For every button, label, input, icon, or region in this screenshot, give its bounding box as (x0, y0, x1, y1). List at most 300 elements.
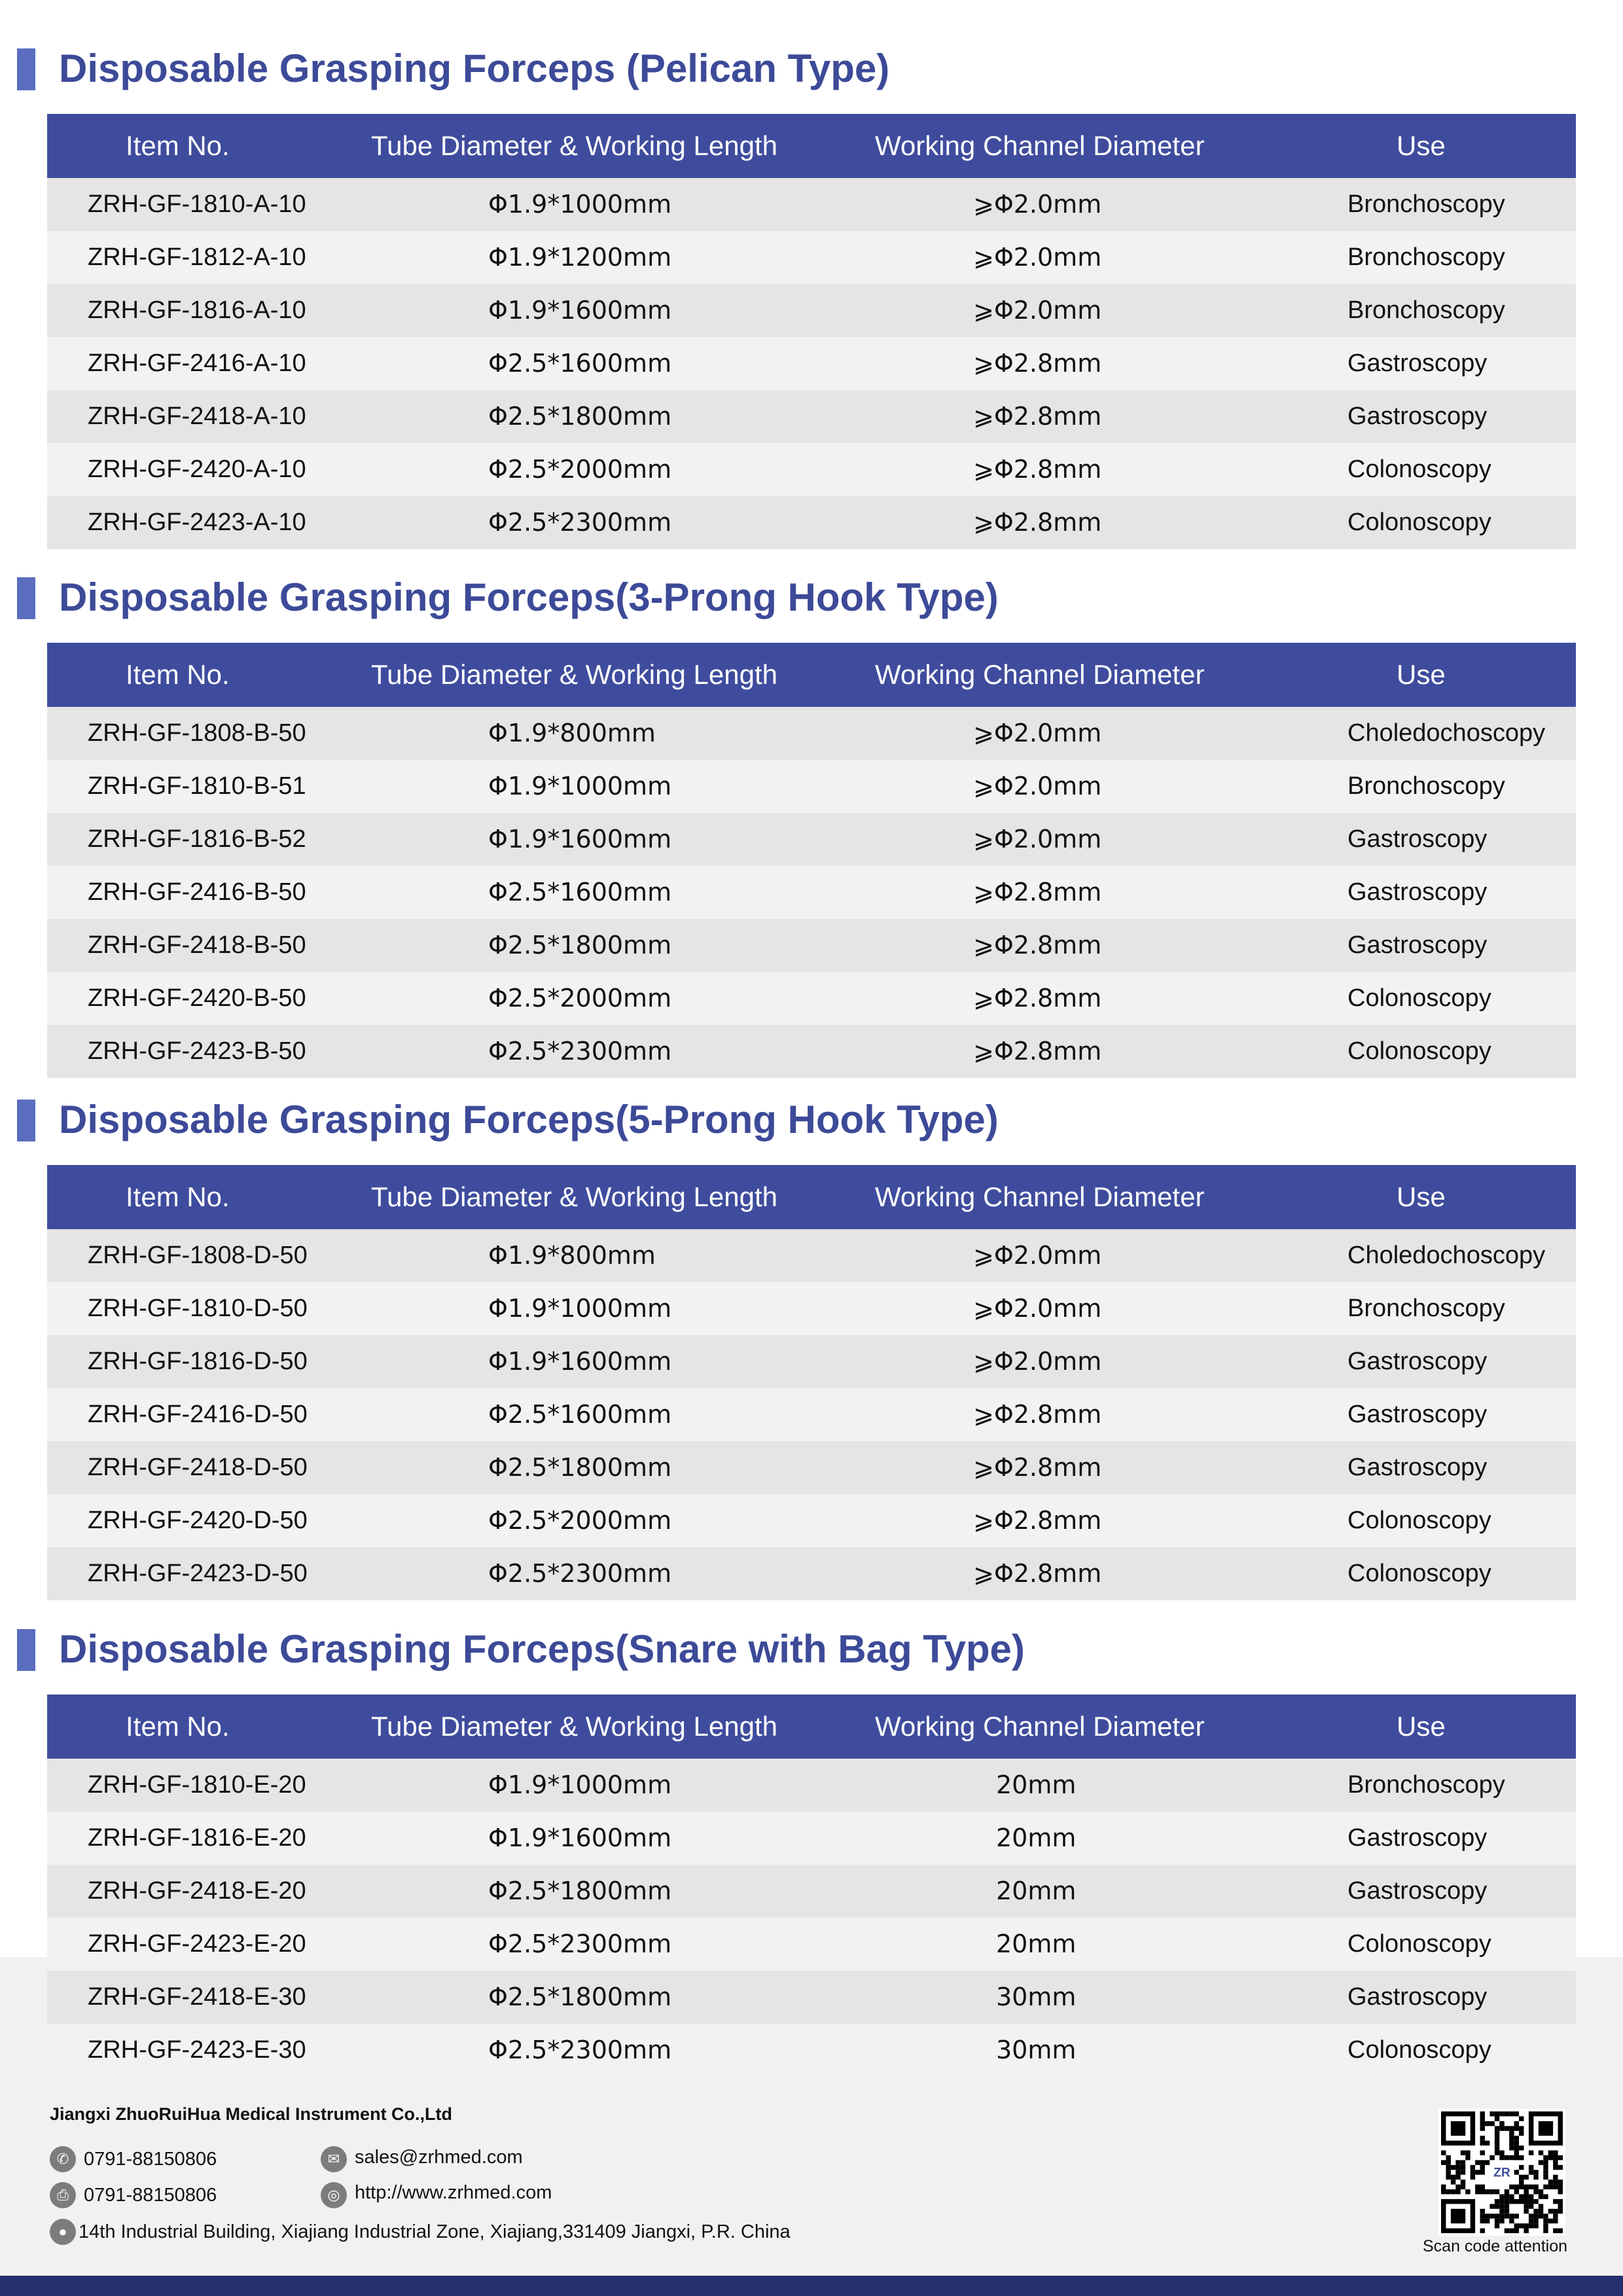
cell-use: Gastroscopy (1347, 878, 1488, 906)
qr-module (1514, 2214, 1519, 2218)
cell-channel-diameter: ⩾Φ2.8mm (973, 508, 1102, 537)
qr-module (1455, 2189, 1460, 2194)
header-item-no: Item No. (126, 130, 230, 161)
section-title: Disposable Grasping Forceps(5-Prong Hook Type) (59, 1098, 999, 1141)
cell-channel-diameter: ⩾Φ2.0mm (973, 719, 1102, 747)
section-title: Disposable Grasping Forceps(3-Prong Hook Type) (59, 575, 999, 619)
qr-module (1558, 2229, 1563, 2233)
qr-module (1495, 2151, 1499, 2155)
table-row (47, 1025, 1576, 1078)
cell-channel-diameter: ⩾Φ2.8mm (973, 1559, 1102, 1588)
table-row (47, 919, 1576, 972)
qr-module (1485, 2214, 1489, 2218)
cell-channel-diameter: ⩾Φ2.0mm (973, 1294, 1102, 1323)
product-table (47, 1165, 1576, 1600)
qr-module (1475, 2170, 1480, 2174)
cell-channel-diameter: 20mm (996, 1876, 1077, 1905)
cell-use: Gastroscopy (1347, 1877, 1488, 1905)
qr-module (1480, 2151, 1485, 2155)
cell-item-no: ZRH-GF-1810-B-51 (88, 772, 306, 800)
cell-tube-diameter: Φ1.9*800mm (488, 1241, 656, 1270)
qr-module (1509, 2111, 1514, 2116)
cell-tube-diameter: Φ2.5*2300mm (488, 1929, 672, 1958)
qr-module (1455, 2160, 1460, 2164)
qr-module (1529, 2223, 1533, 2228)
cell-channel-diameter: 20mm (996, 1770, 1077, 1799)
cell-channel-diameter: ⩾Φ2.8mm (973, 878, 1102, 906)
qr-module (1495, 2111, 1499, 2116)
qr-module (1505, 2214, 1509, 2218)
qr-module (1509, 2185, 1514, 2189)
cell-channel-diameter: ⩾Φ2.8mm (973, 402, 1102, 431)
cell-tube-diameter: Φ2.5*2300mm (488, 1037, 672, 1066)
cell-use: Gastroscopy (1347, 1454, 1488, 1481)
qr-module (1446, 2170, 1450, 2174)
qr-module (1505, 2209, 1509, 2214)
cell-item-no: ZRH-GF-2418-E-30 (88, 1983, 306, 2011)
qr-module (1524, 2209, 1528, 2214)
qr-module (1529, 2151, 1533, 2155)
qr-module (1495, 2145, 1499, 2150)
qr-module (1509, 2214, 1514, 2218)
qr-module (1465, 2155, 1470, 2160)
qr-module (1441, 2185, 1446, 2189)
qr-module (1480, 2116, 1485, 2121)
email-link[interactable]: sales@zrhmed.com (355, 2147, 523, 2168)
cell-item-no: ZRH-GF-1816-B-52 (88, 825, 306, 853)
cell-use: Gastroscopy (1347, 1401, 1488, 1428)
qr-module (1543, 2175, 1548, 2179)
table-row (47, 1441, 1576, 1494)
qr-code-pattern (1441, 2111, 1563, 2233)
cell-use: Gastroscopy (1347, 1824, 1488, 1852)
cell-tube-diameter: Φ2.5*1800mm (488, 1982, 672, 2011)
qr-module (1495, 2223, 1499, 2228)
qr-module (1451, 2179, 1455, 2184)
company-address: 14th Industrial Building, Xiajiang Industrial Zone, Xiajiang,331409 Jiangxi, P.R. China (79, 2221, 791, 2242)
cell-use: Bronchoscopy (1347, 243, 1505, 271)
qr-module (1495, 2199, 1499, 2204)
table-row (47, 1759, 1576, 1812)
section-heading (0, 1626, 1623, 1672)
cell-tube-diameter: Φ2.5*2000mm (488, 984, 672, 1013)
qr-module (1485, 2219, 1489, 2223)
header-use: Use (1397, 1181, 1446, 1212)
cell-use: Colonoscopy (1347, 1930, 1491, 1958)
header-channel-diameter: Working Channel Diameter (875, 1711, 1205, 1742)
cell-use: Colonoscopy (1347, 2036, 1491, 2064)
qr-module (1514, 2223, 1519, 2228)
section-title: Disposable Grasping Forceps(Snare with Bag Type) (59, 1627, 1025, 1671)
qr-module (1505, 2126, 1509, 2130)
qr-module (1539, 2204, 1543, 2208)
header-tube-diameter: Tube Diameter & Working Length (371, 130, 777, 161)
cell-channel-diameter: ⩾Φ2.0mm (973, 772, 1102, 800)
qr-finder (1451, 2121, 1465, 2136)
qr-module (1543, 2219, 1548, 2223)
qr-module (1505, 2189, 1509, 2194)
cell-tube-diameter: Φ2.5*2300mm (488, 508, 672, 537)
qr-module (1519, 2185, 1524, 2189)
qr-module (1509, 2194, 1514, 2198)
qr-module (1553, 2155, 1558, 2160)
qr-module (1495, 2116, 1499, 2121)
qr-module (1475, 2185, 1480, 2189)
qr-module (1455, 2175, 1460, 2179)
qr-module (1480, 2219, 1485, 2223)
qr-module (1485, 2141, 1489, 2145)
section-marker (17, 48, 35, 90)
table-header (47, 114, 1576, 178)
cell-use: Gastroscopy (1347, 1348, 1488, 1375)
table-row (47, 1494, 1576, 1547)
header-tube-diameter: Tube Diameter & Working Length (371, 659, 777, 690)
qr-module (1499, 2214, 1504, 2218)
qr-module (1519, 2199, 1524, 2204)
phone-number: 0791-88150806 (84, 2149, 217, 2170)
cell-tube-diameter: Φ2.5*1600mm (488, 878, 672, 906)
qr-module (1533, 2219, 1538, 2223)
qr-module (1505, 2111, 1509, 2116)
qr-module (1533, 2199, 1538, 2204)
cell-tube-diameter: Φ2.5*1800mm (488, 402, 672, 431)
qr-module (1446, 2160, 1450, 2164)
qr-module (1499, 2219, 1504, 2223)
cell-use: Gastroscopy (1347, 403, 1488, 430)
qr-module (1495, 2214, 1499, 2218)
cell-use: Bronchoscopy (1347, 1295, 1505, 1322)
product-table (47, 114, 1576, 549)
qr-module (1553, 2229, 1558, 2233)
qr-module (1529, 2194, 1533, 2198)
cell-channel-diameter: 30mm (996, 1982, 1077, 2011)
table-header (47, 1165, 1576, 1229)
qr-module (1558, 2185, 1563, 2189)
qr-module (1524, 2175, 1528, 2179)
cell-channel-diameter: ⩾Φ2.8mm (973, 455, 1102, 484)
qr-module (1553, 2214, 1558, 2218)
qr-module (1495, 2131, 1499, 2136)
qr-module (1514, 2126, 1519, 2130)
qr-module (1505, 2199, 1509, 2204)
qr-module (1514, 2189, 1519, 2194)
cell-tube-diameter: Φ1.9*1000mm (488, 1770, 672, 1799)
qr-module (1461, 2151, 1465, 2155)
qr-module (1553, 2165, 1558, 2170)
qr-module (1465, 2189, 1470, 2194)
qr-module (1509, 2145, 1514, 2150)
header-tube-diameter: Tube Diameter & Working Length (371, 1181, 777, 1212)
cell-tube-diameter: Φ2.5*2300mm (488, 2036, 672, 2064)
qr-module (1505, 2204, 1509, 2208)
qr-module (1519, 2126, 1524, 2130)
cell-item-no: ZRH-GF-2423-E-30 (88, 2036, 306, 2064)
qr-module (1519, 2155, 1524, 2160)
qr-module (1509, 2229, 1514, 2233)
qr-module (1499, 2126, 1504, 2130)
qr-module (1441, 2160, 1446, 2164)
fax-number: 0791-88150806 (84, 2185, 217, 2206)
cell-channel-diameter: ⩾Φ2.8mm (973, 1506, 1102, 1535)
header-channel-diameter: Working Channel Diameter (875, 1181, 1205, 1212)
cell-use: Colonoscopy (1347, 984, 1491, 1012)
cell-use: Bronchoscopy (1347, 296, 1505, 324)
table-row (47, 1547, 1576, 1600)
qr-module (1495, 2189, 1499, 2194)
qr-module (1514, 2141, 1519, 2145)
cell-use: Colonoscopy (1347, 456, 1491, 483)
qr-module (1495, 2219, 1499, 2223)
cell-item-no: ZRH-GF-1816-A-10 (88, 296, 306, 324)
email-icon: ✉ (321, 2146, 347, 2172)
qr-module (1505, 2155, 1509, 2160)
qr-module (1499, 2155, 1504, 2160)
qr-module (1489, 2155, 1494, 2160)
cell-tube-diameter: Φ2.5*1600mm (488, 1400, 672, 1429)
qr-module (1505, 2194, 1509, 2198)
qr-module (1489, 2189, 1494, 2194)
qr-module (1553, 2160, 1558, 2164)
table-row (47, 496, 1576, 549)
qr-module (1558, 2189, 1563, 2194)
cell-item-no: ZRH-GF-2418-A-10 (88, 403, 306, 430)
section-marker (17, 1629, 35, 1671)
qr-module (1461, 2170, 1465, 2174)
qr-module (1548, 2209, 1553, 2214)
qr-module (1558, 2204, 1563, 2208)
section-marker (17, 1100, 35, 1141)
qr-module (1553, 2151, 1558, 2155)
cell-channel-diameter: ⩾Φ2.8mm (973, 931, 1102, 960)
cell-item-no: ZRH-GF-2420-A-10 (88, 456, 306, 483)
qr-module (1543, 2229, 1548, 2233)
qr-module (1489, 2121, 1494, 2126)
cell-item-no: ZRH-GF-1808-B-50 (88, 719, 306, 747)
qr-finder (1451, 2209, 1465, 2223)
table-row (47, 1282, 1576, 1335)
cell-channel-diameter: 30mm (996, 2036, 1077, 2064)
header-item-no: Item No. (126, 1711, 230, 1742)
cell-item-no: ZRH-GF-1812-A-10 (88, 243, 306, 271)
qr-module (1519, 2116, 1524, 2121)
table-row (47, 760, 1576, 813)
qr-module (1446, 2155, 1450, 2160)
qr-module (1519, 2175, 1524, 2179)
cell-tube-diameter: Φ1.9*800mm (488, 719, 656, 747)
qr-module (1533, 2223, 1538, 2228)
qr-module (1480, 2126, 1485, 2130)
cell-item-no: ZRH-GF-2418-B-50 (88, 931, 306, 959)
qr-module (1471, 2175, 1475, 2179)
cell-channel-diameter: ⩾Φ2.0mm (973, 190, 1102, 219)
table-row (47, 178, 1576, 231)
qr-module (1446, 2165, 1450, 2170)
section-heading (0, 46, 1623, 92)
qr-module (1514, 2185, 1519, 2189)
qr-module (1539, 2189, 1543, 2194)
qr-module (1499, 2209, 1504, 2214)
qr-module (1446, 2189, 1450, 2194)
qr-module (1514, 2229, 1519, 2233)
table-row (47, 866, 1576, 919)
qr-caption: Scan code attention (1423, 2237, 1567, 2255)
section-title: Disposable Grasping Forceps (Pelican Type) (59, 46, 890, 90)
cell-item-no: ZRH-GF-1808-D-50 (88, 1242, 308, 1269)
qr-module (1514, 2136, 1519, 2140)
cell-tube-diameter: Φ1.9*1600mm (488, 296, 672, 325)
table-row (47, 1335, 1576, 1388)
qr-module (1524, 2199, 1528, 2204)
company-name: Jiangxi ZhuoRuiHua Medical Instrument Co.,Ltd (50, 2104, 453, 2124)
cell-item-no: ZRH-GF-2423-D-50 (88, 1560, 308, 1587)
section-heading (0, 1097, 1623, 1143)
qr-module (1539, 2214, 1543, 2218)
cell-item-no: ZRH-GF-2420-B-50 (88, 984, 306, 1012)
qr-module (1553, 2179, 1558, 2184)
table-row (47, 1812, 1576, 1865)
qr-module (1509, 2136, 1514, 2140)
qr-module (1543, 2165, 1548, 2170)
qr-module (1529, 2170, 1533, 2174)
product-table (47, 643, 1576, 1078)
qr-module (1548, 2151, 1553, 2155)
qr-module (1548, 2219, 1553, 2223)
qr-module (1465, 2151, 1470, 2155)
qr-module (1489, 2204, 1494, 2208)
bottom-bar (0, 2276, 1623, 2296)
qr-module (1514, 2155, 1519, 2160)
cell-tube-diameter: Φ1.9*1000mm (488, 772, 672, 800)
cell-tube-diameter: Φ1.9*1600mm (488, 1823, 672, 1852)
qr-module (1514, 2121, 1519, 2126)
cell-use: Bronchoscopy (1347, 772, 1505, 800)
qr-module (1558, 2155, 1563, 2160)
qr-module (1455, 2185, 1460, 2189)
qr-module (1480, 2111, 1485, 2116)
qr-module (1499, 2199, 1504, 2204)
qr-module (1471, 2170, 1475, 2174)
qr-module (1543, 2170, 1548, 2174)
cell-use: Choledochoscopy (1347, 1242, 1546, 1269)
qr-module (1455, 2165, 1460, 2170)
qr-module (1519, 2223, 1524, 2228)
qr-module (1480, 2160, 1485, 2164)
header-use: Use (1397, 1711, 1446, 1742)
qr-module (1539, 2160, 1543, 2164)
qr-module (1475, 2189, 1480, 2194)
qr-module (1475, 2160, 1480, 2164)
qr-finder (1539, 2121, 1553, 2136)
cell-use: Gastroscopy (1347, 350, 1488, 377)
cell-channel-diameter: ⩾Φ2.8mm (973, 1400, 1102, 1429)
qr-module (1505, 2229, 1509, 2233)
qr-module (1533, 2209, 1538, 2214)
table-row (47, 231, 1576, 284)
cell-channel-diameter: 20mm (996, 1823, 1077, 1852)
header-channel-diameter: Working Channel Diameter (875, 130, 1205, 161)
qr-module (1539, 2151, 1543, 2155)
website-link[interactable]: http://www.zrhmed.com (355, 2182, 552, 2203)
fax-icon: ⎙ (50, 2182, 76, 2208)
qr-module (1524, 2223, 1528, 2228)
qr-module (1499, 2111, 1504, 2116)
qr-module (1524, 2185, 1528, 2189)
cell-channel-diameter: ⩾Φ2.8mm (973, 984, 1102, 1013)
qr-module (1548, 2179, 1553, 2184)
cell-item-no: ZRH-GF-1810-A-10 (88, 190, 306, 218)
qr-module (1489, 2214, 1494, 2218)
qr-module (1461, 2185, 1465, 2189)
table-row (47, 1918, 1576, 1971)
cell-tube-diameter: Φ2.5*1800mm (488, 1453, 672, 1482)
qr-module (1533, 2185, 1538, 2189)
cell-channel-diameter: ⩾Φ2.0mm (973, 1347, 1102, 1376)
qr-module (1524, 2204, 1528, 2208)
location-pin-icon: ● (50, 2219, 76, 2245)
cell-tube-diameter: Φ2.5*1800mm (488, 931, 672, 960)
table-row (47, 707, 1576, 760)
cell-use: Bronchoscopy (1347, 190, 1505, 218)
qr-module (1548, 2185, 1553, 2189)
qr-code[interactable] (1438, 2109, 1565, 2236)
globe-icon: ◎ (321, 2182, 347, 2208)
qr-module (1543, 2155, 1548, 2160)
qr-module (1558, 2209, 1563, 2214)
section-heading (0, 575, 1623, 620)
qr-module (1553, 2199, 1558, 2204)
qr-module (1499, 2204, 1504, 2208)
qr-module (1529, 2199, 1533, 2204)
table-row (47, 1229, 1576, 1282)
qr-module (1543, 2214, 1548, 2218)
cell-use: Choledochoscopy (1347, 719, 1546, 747)
qr-module (1480, 2185, 1485, 2189)
qr-module (1461, 2179, 1465, 2184)
phone-icon: ✆ (50, 2146, 76, 2172)
qr-module (1519, 2165, 1524, 2170)
cell-item-no: ZRH-GF-1810-E-20 (88, 1771, 306, 1799)
qr-module (1543, 2194, 1548, 2198)
qr-module (1558, 2199, 1563, 2204)
qr-module (1543, 2160, 1548, 2164)
qr-module (1480, 2121, 1485, 2126)
qr-module (1529, 2214, 1533, 2218)
table-header (47, 643, 1576, 707)
header-tube-diameter: Tube Diameter & Working Length (371, 1711, 777, 1742)
qr-module (1480, 2209, 1485, 2214)
table-row (47, 443, 1576, 496)
qr-module (1480, 2136, 1485, 2140)
qr-module (1553, 2185, 1558, 2189)
qr-module (1529, 2185, 1533, 2189)
qr-module (1558, 2179, 1563, 2184)
qr-module (1509, 2219, 1514, 2223)
cell-tube-diameter: Φ2.5*2300mm (488, 1559, 672, 1588)
qr-module (1514, 2151, 1519, 2155)
cell-item-no: ZRH-GF-2423-A-10 (88, 509, 306, 536)
header-item-no: Item No. (126, 1181, 230, 1212)
qr-module (1495, 2204, 1499, 2208)
section-marker (17, 577, 35, 619)
cell-channel-diameter: ⩾Φ2.8mm (973, 1453, 1102, 1482)
table-row (47, 1971, 1576, 2024)
qr-module (1543, 2223, 1548, 2228)
cell-item-no: ZRH-GF-2418-E-20 (88, 1877, 306, 1905)
cell-tube-diameter: Φ2.5*1600mm (488, 349, 672, 378)
qr-module (1514, 2111, 1519, 2116)
qr-module (1543, 2185, 1548, 2189)
cell-item-no: ZRH-GF-2423-E-20 (88, 1930, 306, 1958)
